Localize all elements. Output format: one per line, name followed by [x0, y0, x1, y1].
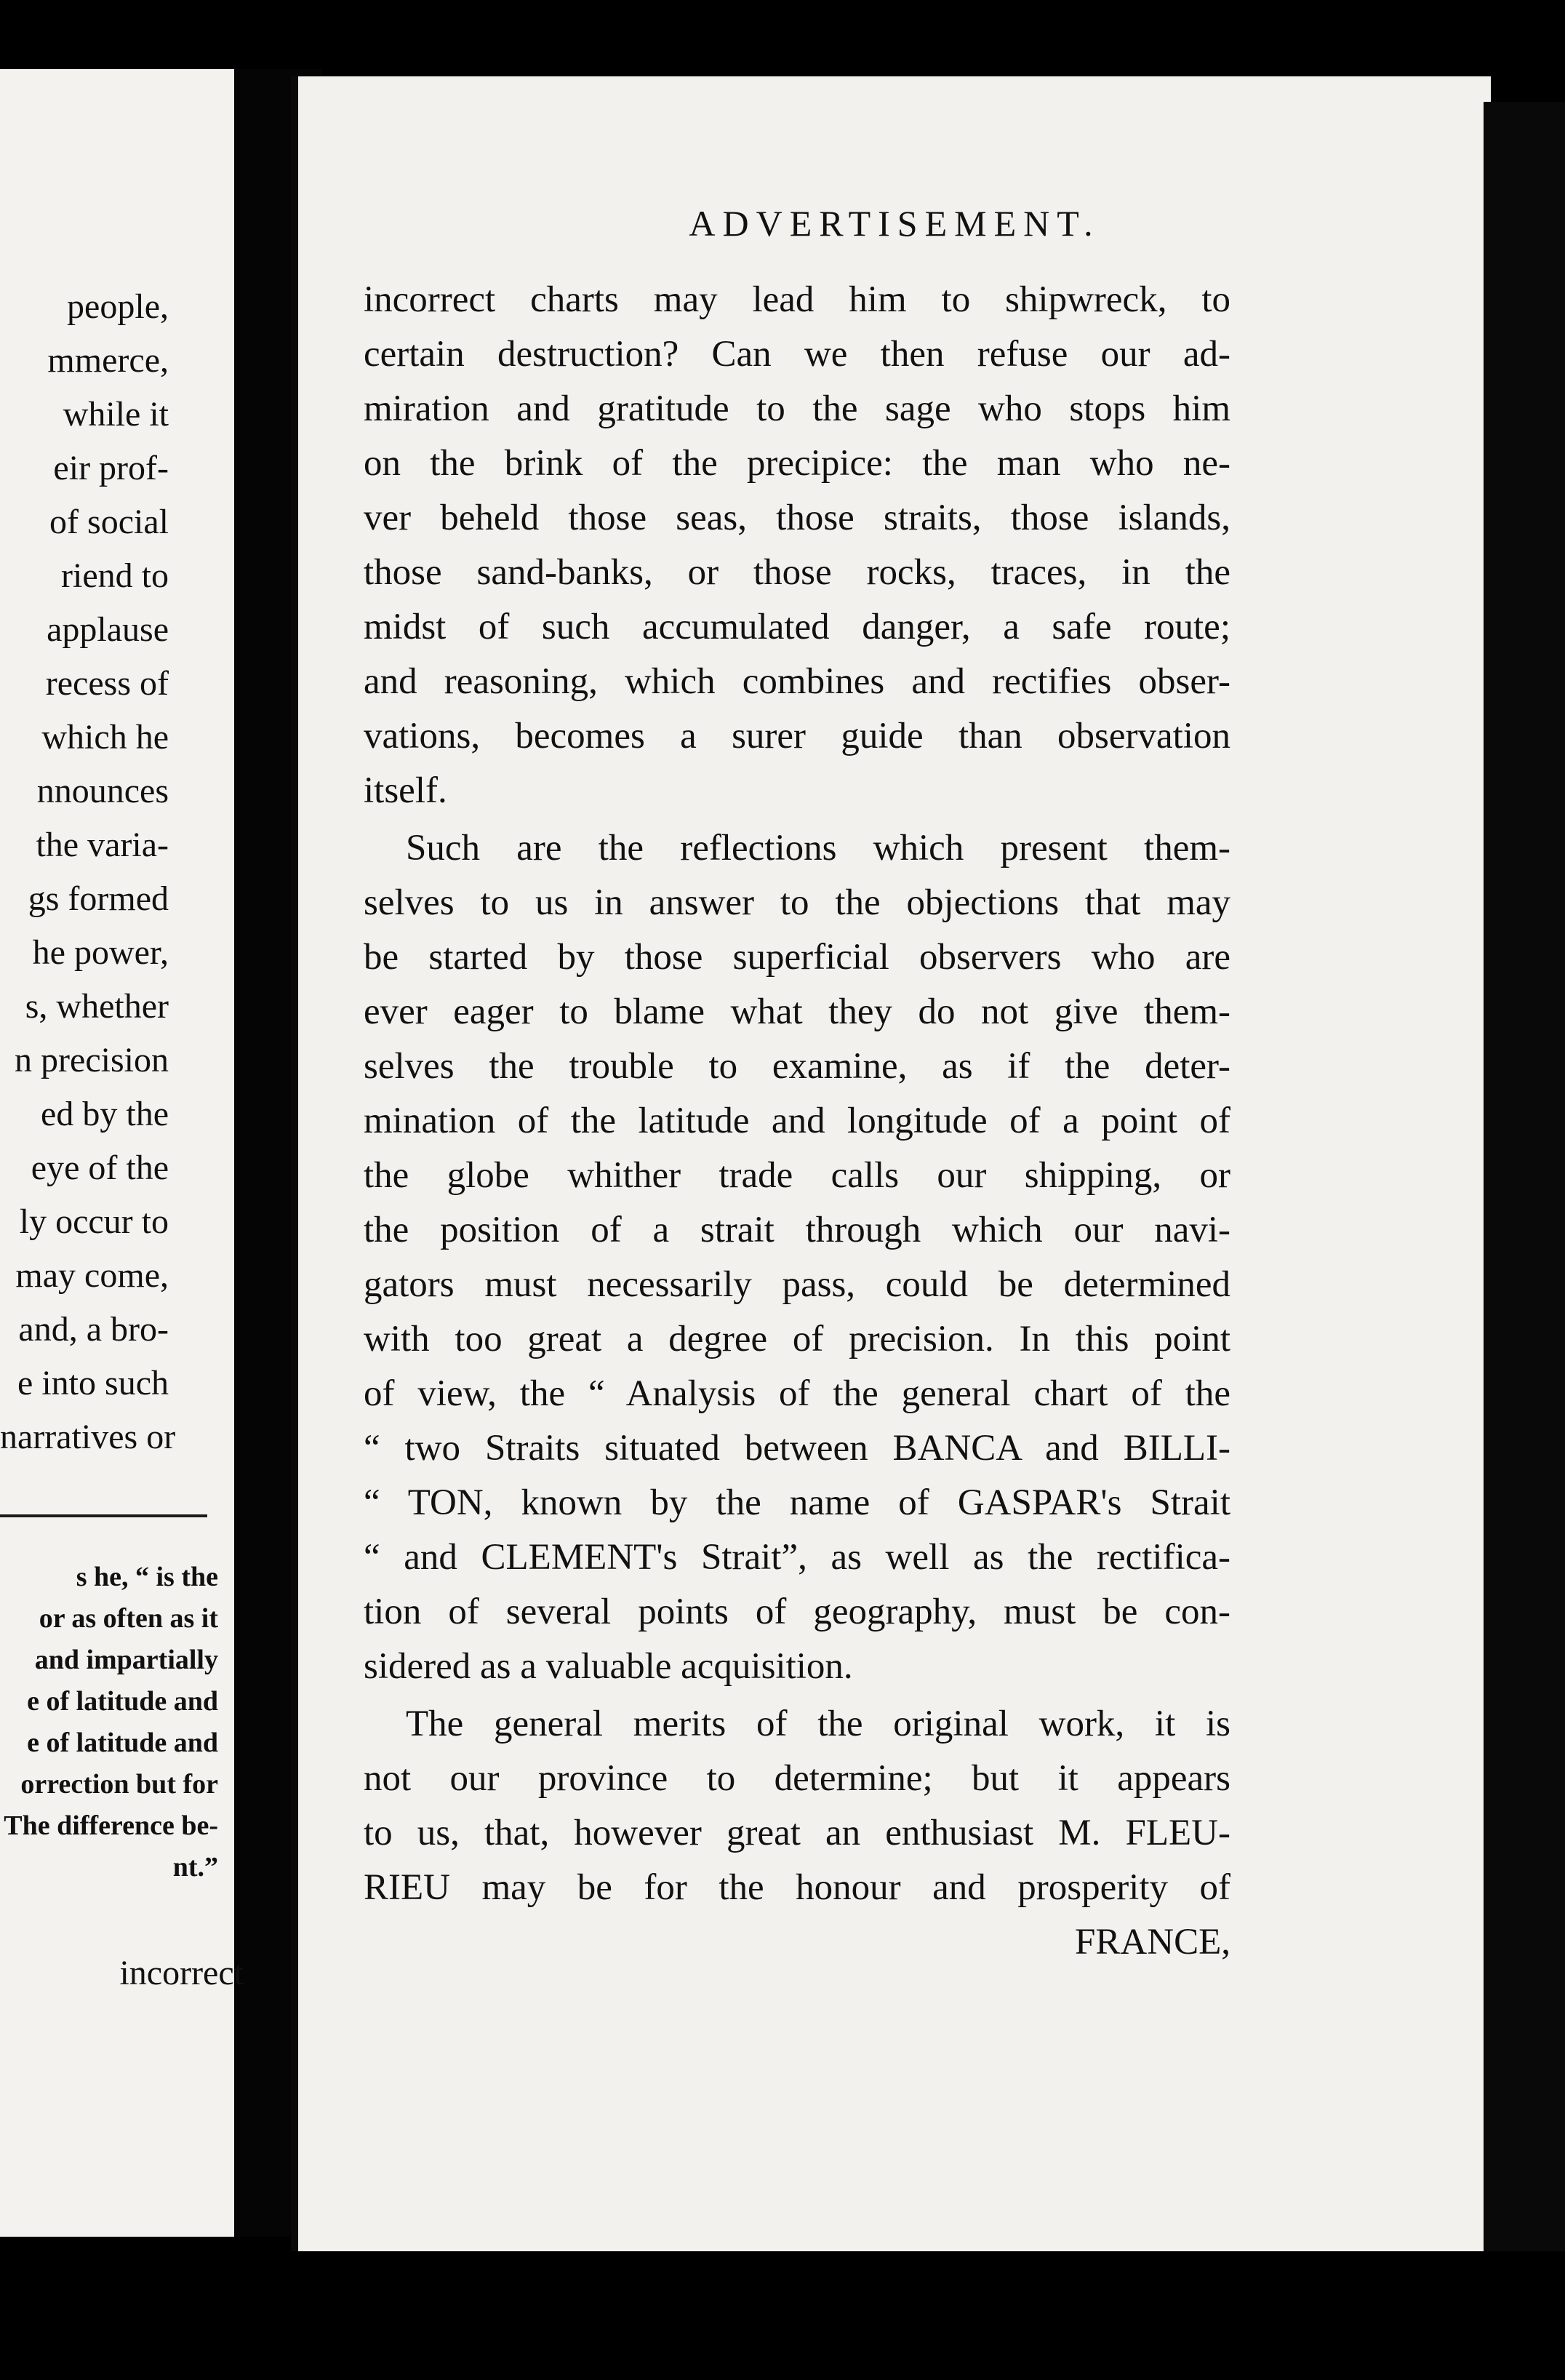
footnote-line: e of latitude and	[27, 1728, 218, 1758]
text-line: of view, the “ Analysis of the general chart of the	[364, 1373, 1230, 1414]
text-line: gators must necessarily pass, could be determined	[364, 1264, 1230, 1305]
left-line: ly occur to	[19, 1202, 169, 1241]
text-line: incorrect charts may lead him to shipwreck, to	[364, 279, 1230, 320]
scan-border	[0, 2251, 1565, 2380]
left-catchword: incorrect	[119, 1954, 244, 1992]
left-line: recess of	[45, 664, 169, 703]
text-line: miration and gratitude to the sage who stops him	[364, 388, 1230, 429]
text-line: with too great a degree of precision. In this point	[364, 1319, 1230, 1359]
text-line: ever eager to blame what they do not give them-	[364, 991, 1230, 1032]
footnote-line: The difference be-	[4, 1810, 218, 1841]
left-line: people,	[67, 287, 169, 326]
left-line: gs formed	[28, 879, 169, 918]
text-line: “ two Straits situated between BANCA and BILLI-	[364, 1428, 1230, 1469]
footnote-line: s he, “ is the	[76, 1562, 218, 1592]
left-line: nnounces	[36, 772, 169, 810]
text-line: the position of a strait through which our navi-	[364, 1210, 1230, 1250]
left-line: while it	[63, 395, 169, 434]
left-line: may come,	[15, 1256, 169, 1295]
left-line: he power,	[32, 933, 169, 972]
left-line: and, a bro-	[18, 1310, 169, 1349]
text-line: midst of such accumulated danger, a safe route;	[364, 607, 1230, 647]
text-line: certain destruction? Can we then refuse our ad-	[364, 334, 1230, 375]
text-line: RIEU may be for the honour and prosperity of	[364, 1867, 1230, 1908]
text-line: Such are the reflections which present them-	[406, 828, 1230, 868]
footnote-line: nt.”	[172, 1852, 218, 1882]
text-line: to us, that, however great an enthusiast M. FLEU-	[364, 1813, 1230, 1853]
body-text	[364, 273, 1230, 1970]
text-line: “ TON, known by the name of GASPAR's Strait	[364, 1482, 1230, 1523]
text-line: selves to us in answer to the objections that may	[364, 882, 1230, 923]
footnote-line: orrection but for	[20, 1769, 218, 1800]
left-line: narratives or	[0, 1418, 176, 1456]
left-page-text	[0, 280, 176, 1464]
text-line: selves the trouble to examine, as if the deter-	[364, 1046, 1230, 1087]
text-line: The general merits of the original work, it is	[406, 1704, 1230, 1744]
text-line: on the brink of the precipice: the man who ne-	[364, 443, 1230, 484]
text-line: ver beheld those seas, those straits, those islands,	[364, 498, 1230, 538]
text-line: not our province to determine; but it appears	[364, 1758, 1230, 1799]
left-footnote	[0, 1557, 218, 1888]
page-edge	[1484, 102, 1565, 2255]
left-line: s, whether	[25, 987, 169, 1026]
left-line: ed by the	[41, 1095, 169, 1133]
text-line: and reasoning, which combines and rectifies obser-	[364, 661, 1230, 702]
left-line: e into such	[17, 1364, 169, 1402]
footnote-line: and impartially	[34, 1645, 218, 1675]
left-line: n precision	[15, 1041, 169, 1079]
text-line: the globe whither trade calls our shipping, or	[364, 1155, 1230, 1196]
running-head: ADVERTISEMENT.	[689, 203, 1100, 244]
catchword: FRANCE,	[1075, 1922, 1230, 1962]
text-line: vations, becomes a surer guide than observation	[364, 716, 1230, 756]
footnote-line: e of latitude and	[27, 1686, 218, 1717]
left-line: eir prof-	[53, 449, 169, 487]
text-line: those sand-banks, or those rocks, traces, in the	[364, 552, 1230, 593]
text-line: be started by those superficial observers who are	[364, 937, 1230, 978]
left-line: riend to	[61, 556, 169, 595]
text-line: “ and CLEMENT's Strait”, as well as the rectifica-	[364, 1537, 1230, 1578]
footnote-rule	[0, 1514, 207, 1517]
left-line: mmerce,	[47, 341, 169, 380]
left-line: of social	[49, 503, 169, 541]
left-line: applause	[47, 610, 169, 649]
text-line: mination of the latitude and longitude of a point of	[364, 1101, 1230, 1141]
footnote-line: or as often as it	[39, 1603, 218, 1634]
text-line: itself.	[364, 770, 447, 811]
left-line: the varia-	[36, 826, 169, 864]
left-line: which he	[41, 718, 169, 756]
text-line: sidered as a valuable acquisition.	[364, 1646, 853, 1687]
left-line: eye of the	[31, 1149, 169, 1187]
text-line: tion of several points of geography, must be con-	[364, 1592, 1230, 1632]
